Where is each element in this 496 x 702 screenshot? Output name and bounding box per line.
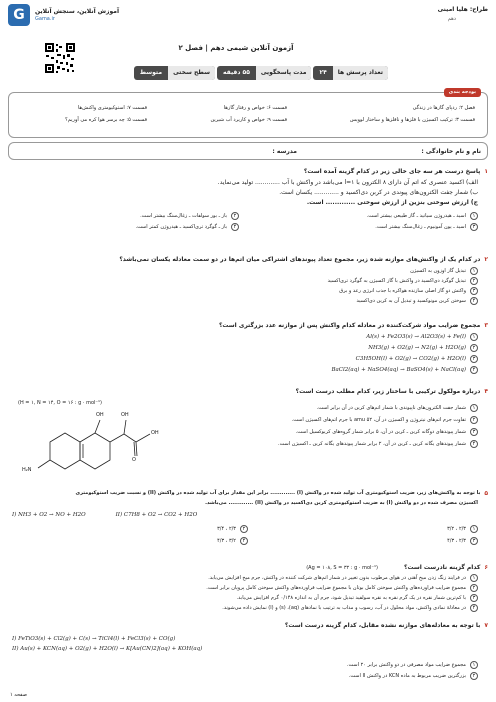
molecule-structure xyxy=(20,412,170,482)
topic-item: قسمت ۵: چه برسر هوا کره می آوریم؟ xyxy=(65,117,147,123)
question-number: ۵ xyxy=(484,490,488,497)
equation: II) C7H8 + O2 → CO2 + H2O xyxy=(115,512,198,518)
question-2 xyxy=(8,256,488,305)
option-1[interactable]: ۱ در فرایند زنگ زدن میخ آهنی در هوای مرطوب بدون تغییر در شمار اتم‌های شرکت کننده در واکنش، جرم میخ افزایش می‌یابد. xyxy=(8,574,478,582)
student-info xyxy=(8,142,488,160)
option-2[interactable]: ۲ باز ـ بور سولفات ـ زغال‌سنگ بیشتر است. xyxy=(8,212,239,220)
grade-label: دهم xyxy=(447,16,456,22)
option-3[interactable]: ۳ واکنش دو گاز اصلی سازنده هواکره با جذب انرژی رعد و برق xyxy=(8,287,478,295)
question-text-2: اکسیژن مصرف شده در دو واکنش (I) به ضریب استوکیومتری کربن دی‌اکسید در واکنش (II) ............. می‌باشد. xyxy=(205,500,478,506)
option-4[interactable]: ۴ ۳/۲ ، ۴/۳ xyxy=(58,537,248,545)
option-4[interactable]: ۴ سوختن کربن مونوکسید و تبدیل آن به کربن دی‌اکسید xyxy=(8,297,478,305)
question-text: در کدام یک از واکنش‌های موازنه شده زیر، مجموع تعداد پیوندهای اشتراکی میان اتم‌ها در دو سمت معادله یکسان نمی‌باشد؟ xyxy=(119,256,481,263)
option-3[interactable]: ۳ ۲/۳ ، ۴/۳ xyxy=(288,537,478,545)
site-title: آموزش آنلاین، سنجش آنلاین xyxy=(35,7,120,15)
option-3[interactable]: ۳ C3H5OH(l) + O2(g) → CO2(g) + H2O(l) xyxy=(8,355,478,363)
stat-difficulty: سطح سختی متوسط xyxy=(134,66,215,80)
qr-code xyxy=(44,42,76,74)
topics-title: بودجه بندی xyxy=(444,88,481,97)
option-2[interactable]: ۲ مجموع ضرایب فراورده‌های واکنش سوختن کامل بوتان با مجموع ضرایب فراورده‌های واکنش سوختن کامل پروپان برابر است. xyxy=(8,584,478,592)
topic-item: قسمت ۶: خواص و رفتار گازها xyxy=(223,105,287,111)
option-1[interactable]: ۱ مجموع ضرایب مواد مصرفی در دو واکنش برابر ۲۰ است. xyxy=(8,661,478,669)
oh-label: OH xyxy=(151,430,159,436)
question-text: با توجه به واکنش‌های زیر، ضریب استوکیومتری آب تولید شده در واکنش (I) ............. برابر این مقدار برای آب تولید شده در واکنش (II) و نسبت ضریب استوکیومتری xyxy=(75,490,481,496)
equation: II) Au(s) + KCN(aq) + O2(g) + H2O(l) → K[Au(CN)2](aq) + KOH(aq) xyxy=(12,646,203,652)
equation: I) FeTiO3(s) + Cl2(g) + C(s) → TiCl4(l) + FeCl3(s) + CO(g) xyxy=(12,636,176,642)
exam-stats xyxy=(134,66,388,80)
question-text: کدام گزینه نادرست است؟ xyxy=(404,564,481,571)
question-text: مجموع ضرایب مواد شرکت‌کننده در معادله کدام واکنش پس از موازنه عدد بزرگتری است؟ xyxy=(218,322,481,329)
option-4[interactable]: ۴ باز ـ گوگرد تری‌اکسید ـ هیدروژن کمتر است. xyxy=(8,223,239,231)
question-6 xyxy=(8,564,488,612)
question-number: ۷ xyxy=(484,622,488,629)
formula-note: (H = ۱, N = ۱۴, O = ۱۶ : g · mol⁻¹) xyxy=(18,400,102,406)
question-text: درباره مولکول ترکیبی با ساختار زیر، کدام مطلب درست است؟ xyxy=(295,388,481,395)
option-4[interactable]: ۴ BaCl2(aq) + NaSO4(aq) → BaSO4(s) + NaCl(aq) xyxy=(8,366,478,374)
option-4[interactable]: ۴ در معادلهٔ نمادی واکنش، مواد محلول در آب، رسوب و مذاب به ترتیب با نمادهای (aq)، (s) و (l) نمایش داده می‌شوند. xyxy=(8,604,478,612)
option-4[interactable]: ۴ شمار پیوندهای یگانه کربن ـ کربن در آن، ۲ برابر شمار پیوندهای یگانه کربن ـ اکسیژن است. xyxy=(208,440,478,448)
question-number: ۶ xyxy=(484,564,488,571)
option-2[interactable]: ۲ تفاوت جرم اتم‌های نیتروژن و اکسیژن در آن، ۵۲ amu با جرم اتم‌های اکسیژن است. xyxy=(208,416,478,424)
topic-item: قسمت ۷: استوکیومتری واکنش‌ها xyxy=(77,105,147,111)
question-text: پاسخ درست هر سه جای خالی زیر در کدام گزینه آمده است؟ xyxy=(303,168,481,175)
option-2[interactable]: ۲ ۲/۳ ، ۳/۴ xyxy=(58,525,248,533)
option-2[interactable]: ۲ بزرگترین ضریب مربوط به ماده KCN در واکنش II است. xyxy=(8,672,478,680)
option-1[interactable]: ۱ تبدیل گاز اوزون به اکسیژن xyxy=(8,267,478,275)
question-5 xyxy=(8,490,488,545)
page-number: صفحه ۱ xyxy=(10,692,27,698)
stat-questions: تعداد پرسش ها ۲۴ xyxy=(313,66,388,80)
option-3[interactable]: ۳ اسید ـ یون آمونیوم ـ زغال‌سنگ بیشتر است. xyxy=(247,223,478,231)
topic-item: قسمت ۹: خواص و کاربرد آب شیرین xyxy=(210,117,287,123)
question-number: ۴ xyxy=(484,388,488,395)
question-line: ب) شمار جفت الکترون‌های پیوندی در کربن دی‌اکسید و ............. یکسان است. xyxy=(279,189,478,196)
name-label: نام و نام خانوادگی : xyxy=(421,148,481,155)
question-7 xyxy=(8,622,488,680)
o-label: O xyxy=(132,457,136,463)
site-url: Gama.ir xyxy=(35,15,55,22)
question-1 xyxy=(8,168,488,231)
equation: I) NH3 + O2 → NO + H2O xyxy=(12,512,86,518)
option-3[interactable]: ۳ شمار پیوندهای دوگانه کربن ـ کربن در آن، ۵ برابر شمار گروه‌های کربوکسیل است. xyxy=(208,428,478,436)
option-1[interactable]: ۱ اسید ـ هیدروژن سیانید ـ گاز طبیعی بیشتر است. xyxy=(247,212,478,220)
topic-item: قسمت ۳: ترکیب اکسیژن با فلزها و نافلزها و ساختار لوویس xyxy=(349,117,475,123)
option-2[interactable]: ۲ NH3(g) + O2(g) → N2(g) + H2O(g) xyxy=(8,344,478,352)
topics-box xyxy=(8,89,488,138)
option-3[interactable]: ۳ با کم‌ترین شمار نقره در یک گرم نقره به نقره سولفید تبدیل شود، جرم آن به اندازه ۰/۱۴۸ گرم افزایش می‌یابد. xyxy=(8,594,478,602)
question-number: ۲ xyxy=(484,256,488,263)
question-line: ج) ارزش سوختی بنزین از ارزش سوختی ............. است. xyxy=(306,199,478,206)
h2n-label: H₂N xyxy=(22,467,32,473)
brand xyxy=(8,4,119,26)
question-number: ۱ xyxy=(484,168,488,175)
question-line: الف) اکسید عنصری که اتم آن دارای ۸ الکترون با ۱=l می‌باشد در واکنش با آب ............. تولید می‌نماید. xyxy=(217,179,478,186)
option-1[interactable]: ۱ شمار جفت الکترون‌های ناپیوندی با شمار اتم‌های کربن در آن برابر است. xyxy=(208,404,478,412)
gama-logo: G xyxy=(8,4,30,26)
exam-title: آزمون آنلاین شیمی دهم | فصل ۲ xyxy=(178,44,294,52)
designer-name: طراح: هلیا امینی xyxy=(437,6,488,13)
option-1[interactable]: ۱ ۲/۳ ، ۳/۲ xyxy=(288,525,478,533)
question-3 xyxy=(8,322,488,374)
oh-label: OH xyxy=(121,412,129,418)
stat-duration: مدت پاسخگویی ۵۵ دقیقه xyxy=(217,66,311,80)
question-text: با توجه به معادله‌های موازنه نشده مقابل، کدام گزینه درست است؟ xyxy=(284,622,481,629)
option-1[interactable]: ۱ Al(s) + Fe2O3(s) → Al2O3(s) + Fe(l) xyxy=(8,333,478,341)
oh-label: OH xyxy=(96,412,104,418)
option-2[interactable]: ۲ تبدیل گوگرد دی‌اکسید در واکنش با گاز اکسیژن به گوگرد تری‌اکسید xyxy=(8,277,478,285)
question-number: ۳ xyxy=(484,322,488,329)
formula-note: (Ag = ۱۰۸, S = ۳۲ : g · mol⁻¹) xyxy=(306,565,378,571)
school-label: مدرسه : xyxy=(272,148,297,155)
topic-item: فصل ۲: ردپای گازها در زندگی xyxy=(412,105,475,111)
